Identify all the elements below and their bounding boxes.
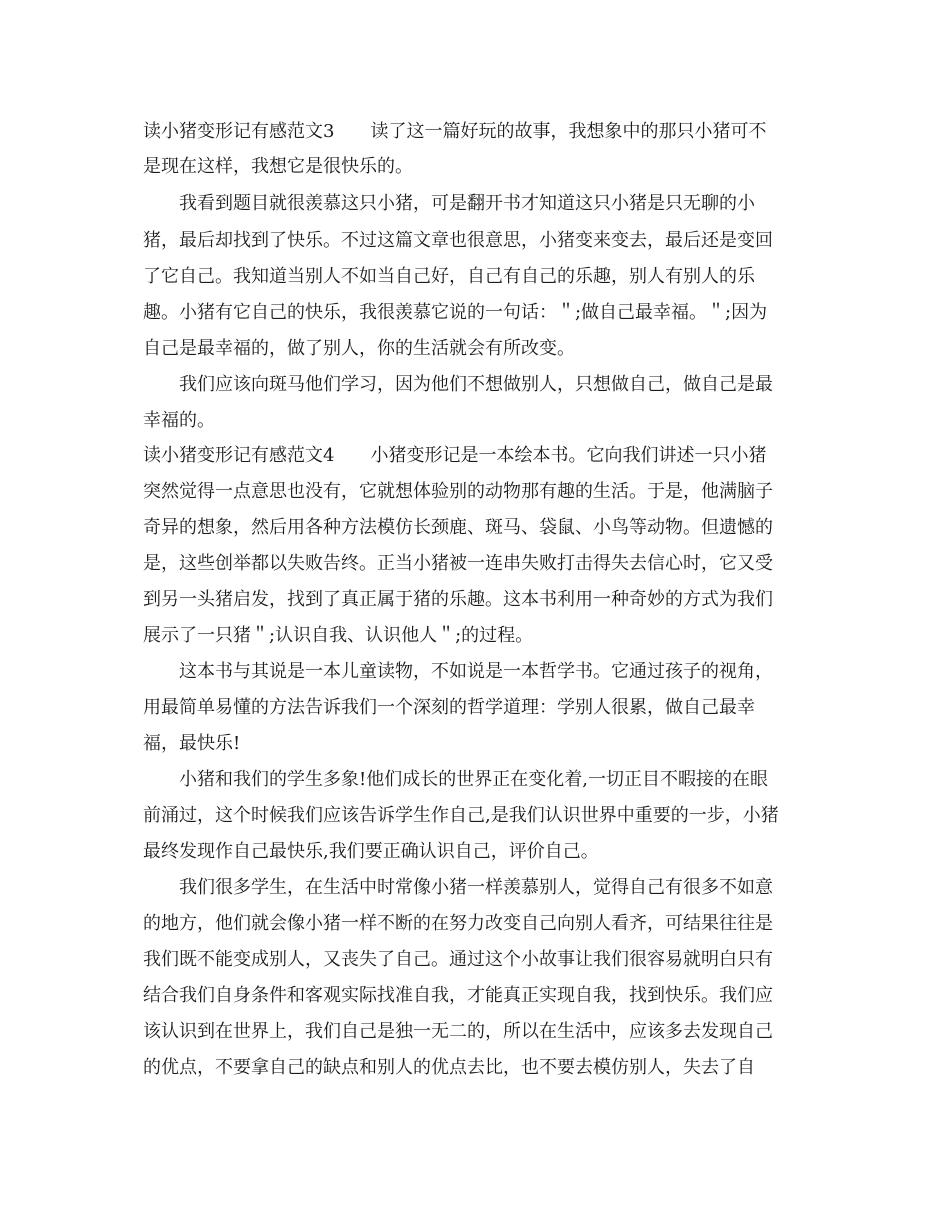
text-line: 自己是最幸福的，做了别人，你的生活就会有所改变。: [143, 338, 575, 359]
text-line: 该认识到在世界上，我们自己是独一无二的，所以在生活中，应该多去发现自己: [143, 1021, 773, 1042]
text-line: 突然觉得一点意思也没有，它就想体验别的动物那有趣的生活。于是，他满脑子: [143, 481, 773, 502]
text-line: 我们很多学生，在生活中时常像小猪一样羡慕别人，觉得自己有很多不如意: [179, 877, 773, 898]
text-line: 这本书与其说是一本儿童读物，不如说是一本哲学书。它通过孩子的视角，: [179, 661, 773, 682]
text-line: 是，这些创举都以失败告终。正当小猪被一连串失败打击得失去信心时，它又受: [143, 553, 773, 574]
text-line: 小猪和我们的学生多象!他们成长的世界正在变化着,一切正目不暇接的在眼: [179, 769, 768, 790]
text-line: 展示了一只猪＂;认识自我、认识他人＂;的过程。: [143, 625, 534, 646]
text-line: 幸福的。: [143, 410, 215, 431]
text-line: 我看到题目就很羡慕这只小猪，可是翻开书才知道这只小猪是只无聊的小: [179, 193, 755, 214]
text-line: 奇异的想象，然后用各种方法模仿长颈鹿、斑马、袋鼠、小鸟等动物。但遗憾的: [143, 517, 773, 538]
text-line: 猪，最后却找到了快乐。不过这篇文章也很意思，小猪变来变去，最后还是变回: [143, 230, 773, 251]
text-line: 的优点，不要拿自己的缺点和别人的优点去比，也不要去模仿别人，失去了自: [143, 1057, 755, 1078]
text-line: 我们既不能变成别人，又丧失了自己。通过这个小故事让我们很容易就明白只有: [143, 949, 773, 970]
text-line: 前涌过，这个时候我们应该告诉学生作自己,是我们认识世界中重要的一步，小猪: [143, 805, 779, 826]
text-line: 结合我们自身条件和客观实际找准自我，才能真正实现自我，找到快乐。我们应: [143, 985, 773, 1006]
text-line: 用最简单易懂的方法告诉我们一个深刻的哲学道理：学别人很累，做自己最幸: [143, 697, 755, 718]
text-line: 福，最快乐!: [143, 733, 241, 754]
text-line: 了它自己。我知道当别人不如当自己好，自己有自己的乐趣，别人有别人的乐: [143, 266, 755, 287]
text-line: 我们应该向斑马他们学习，因为他们不想做别人，只想做自己，做自己是最: [179, 374, 773, 395]
text-line: 趣。小猪有它自己的快乐，我很羡慕它说的一句话：＂;做自己最幸福。＂;因为: [143, 302, 768, 323]
text-line: 的地方，他们就会像小猪一样不断的在努力改变自己向别人看齐，可结果往往是: [143, 913, 773, 934]
text-line: 读小猪变形记有感范文4 小猪变形记是一本绘本书。它向我们讲述一只小猪: [143, 445, 767, 466]
text-line: 读小猪变形记有感范文3 读了这一篇好玩的故事，我想象中的那只小猪可不: [143, 121, 767, 142]
text-line: 是现在这样，我想它是很快乐的。: [143, 156, 413, 177]
text-line: 到另一头猪启发，找到了真正属于猪的乐趣。这本书利用一种奇妙的方式为我们: [143, 589, 773, 610]
text-line: 最终发现作自己最快乐,我们要正确认识自己，评价自己。: [143, 841, 599, 862]
